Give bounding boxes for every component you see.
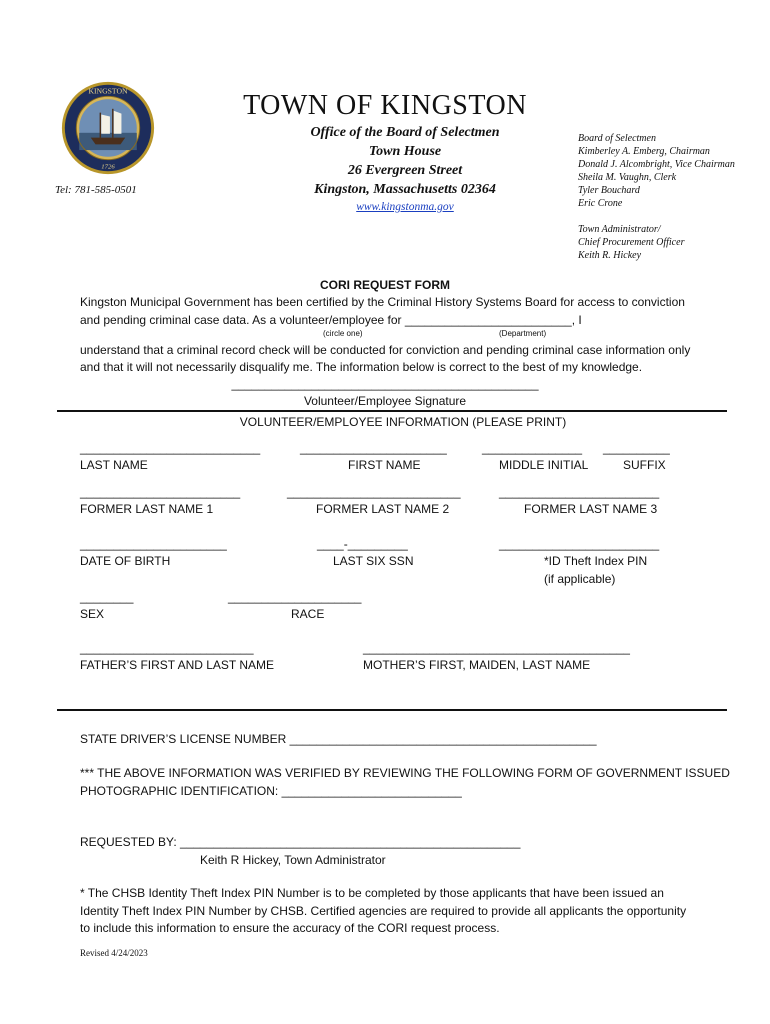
signature-label: Volunteer/Employee Signature <box>303 394 467 408</box>
father-name-field[interactable]: __________________________ <box>80 641 254 655</box>
date-of-birth-field[interactable]: ______________________ <box>80 537 227 551</box>
circle-one-note: (circle one) <box>323 329 363 338</box>
mother-name-field[interactable]: ________________________________________ <box>363 641 630 655</box>
footnote: Identity Theft Index PIN Number by CHSB. Certified agencies are required to provide all applicants the opportunity <box>80 904 687 918</box>
office-building: Town House <box>368 144 442 159</box>
office-city: Kingston, Massachusetts 02364 <box>314 182 496 197</box>
last-six-ssn-label: LAST SIX SSN <box>333 554 414 568</box>
office-street: 26 Evergreen Street <box>347 163 463 178</box>
father-name-label: FATHER’S FIRST AND LAST NAME <box>80 658 275 672</box>
board-member: Eric Crone <box>578 198 623 209</box>
requested-by-field[interactable]: REQUESTED BY: ___________________________________________________ <box>80 835 521 849</box>
form-title: CORI REQUEST FORM <box>319 278 450 292</box>
former-last-name-1-label: FORMER LAST NAME 1 <box>80 502 214 516</box>
id-theft-pin-note: (if applicable) <box>544 572 616 586</box>
telephone: Tel: 781-585-0501 <box>55 184 137 196</box>
intro-text: and pending criminal case data. As a volunteer/employee for _________________________, I <box>80 313 582 327</box>
last-name-field[interactable]: ___________________________ <box>80 441 261 455</box>
office-name: Office of the Board of Selectmen <box>310 125 500 140</box>
intro-text: understand that a criminal record check will be conducted for conviction and pending criminal case information only <box>80 343 691 357</box>
town-title: TOWN OF KINGSTON <box>243 90 527 121</box>
former-last-name-3-label: FORMER LAST NAME 3 <box>524 502 658 516</box>
board-member: Kimberley A. Emberg, Chairman <box>578 146 710 157</box>
verification-text: *** THE ABOVE INFORMATION WAS VERIFIED BY REVIEWING THE FOLLOWING FORM OF GOVERNMENT ISSUED <box>80 766 730 780</box>
admin-title: Chief Procurement Officer <box>578 237 685 248</box>
board-heading: Board of Selectmen <box>578 133 656 144</box>
intro-text: and that it will not necessarily disqualify me. The information below is correct to the best of my knowledge. <box>80 360 643 374</box>
svg-text:1726: 1726 <box>101 163 115 171</box>
board-member: Tyler Bouchard <box>578 185 640 196</box>
department-note: (Department) <box>499 329 547 338</box>
former-last-name-2-field[interactable]: __________________________ <box>287 485 461 499</box>
first-name-label: FIRST NAME <box>348 458 421 472</box>
race-field[interactable]: ____________________ <box>228 590 362 604</box>
divider <box>57 410 727 412</box>
former-last-name-3-field[interactable]: ________________________ <box>499 485 660 499</box>
divider <box>57 709 727 711</box>
date-of-birth-label: DATE OF BIRTH <box>80 554 171 568</box>
former-last-name-1-field[interactable]: ________________________ <box>80 485 241 499</box>
board-member: Sheila M. Vaughn, Clerk <box>578 172 677 183</box>
intro-text: Kingston Municipal Government has been certified by the Criminal History Systems Board for access to conviction <box>80 295 685 309</box>
sex-label: SEX <box>80 607 105 621</box>
former-last-name-2-label: FORMER LAST NAME 2 <box>316 502 450 516</box>
svg-text:KINGSTON: KINGSTON <box>88 86 128 96</box>
signature-field[interactable]: ______________________________________________ <box>231 377 539 391</box>
footnote: * The CHSB Identity Theft Index PIN Number is to be completed by those applicants that have been issued an <box>80 886 664 900</box>
board-member: Donald J. Alcombright, Vice Chairman <box>578 159 735 170</box>
requested-by-name: Keith R Hickey, Town Administrator <box>200 853 386 867</box>
race-label: RACE <box>291 607 325 621</box>
drivers-license-field[interactable]: STATE DRIVER’S LICENSE NUMBER ______________________________________________ <box>80 732 597 746</box>
footnote: to include this information to ensure the accuracy of the CORI request process. <box>80 921 500 935</box>
suffix-label: SUFFIX <box>623 458 666 472</box>
last-six-ssn-field[interactable]: ____-_________ <box>317 537 408 551</box>
first-name-field[interactable]: ______________________ <box>300 441 447 455</box>
sex-field[interactable]: ________ <box>80 590 134 604</box>
photo-id-field[interactable]: PHOTOGRAPHIC IDENTIFICATION: ___________________________ <box>80 784 462 798</box>
admin-title: Town Administrator/ <box>578 224 661 235</box>
revision-date: Revised 4/24/2023 <box>80 948 148 958</box>
suffix-field[interactable]: __________ <box>603 441 670 455</box>
id-theft-pin-label: *ID Theft Index PIN <box>544 554 648 568</box>
id-theft-pin-field[interactable]: ________________________ <box>499 537 660 551</box>
middle-initial-field[interactable]: _______________ <box>482 441 583 455</box>
mother-name-label: MOTHER’S FIRST, MAIDEN, LAST NAME <box>363 658 591 672</box>
admin-name: Keith R. Hickey <box>578 250 642 261</box>
section-title: VOLUNTEER/EMPLOYEE INFORMATION (PLEASE PRINT) <box>239 415 567 429</box>
website-link[interactable]: www.kingstonma.gov <box>356 201 454 213</box>
last-name-label: LAST NAME <box>80 458 148 472</box>
middle-initial-label: MIDDLE INITIAL <box>499 458 589 472</box>
